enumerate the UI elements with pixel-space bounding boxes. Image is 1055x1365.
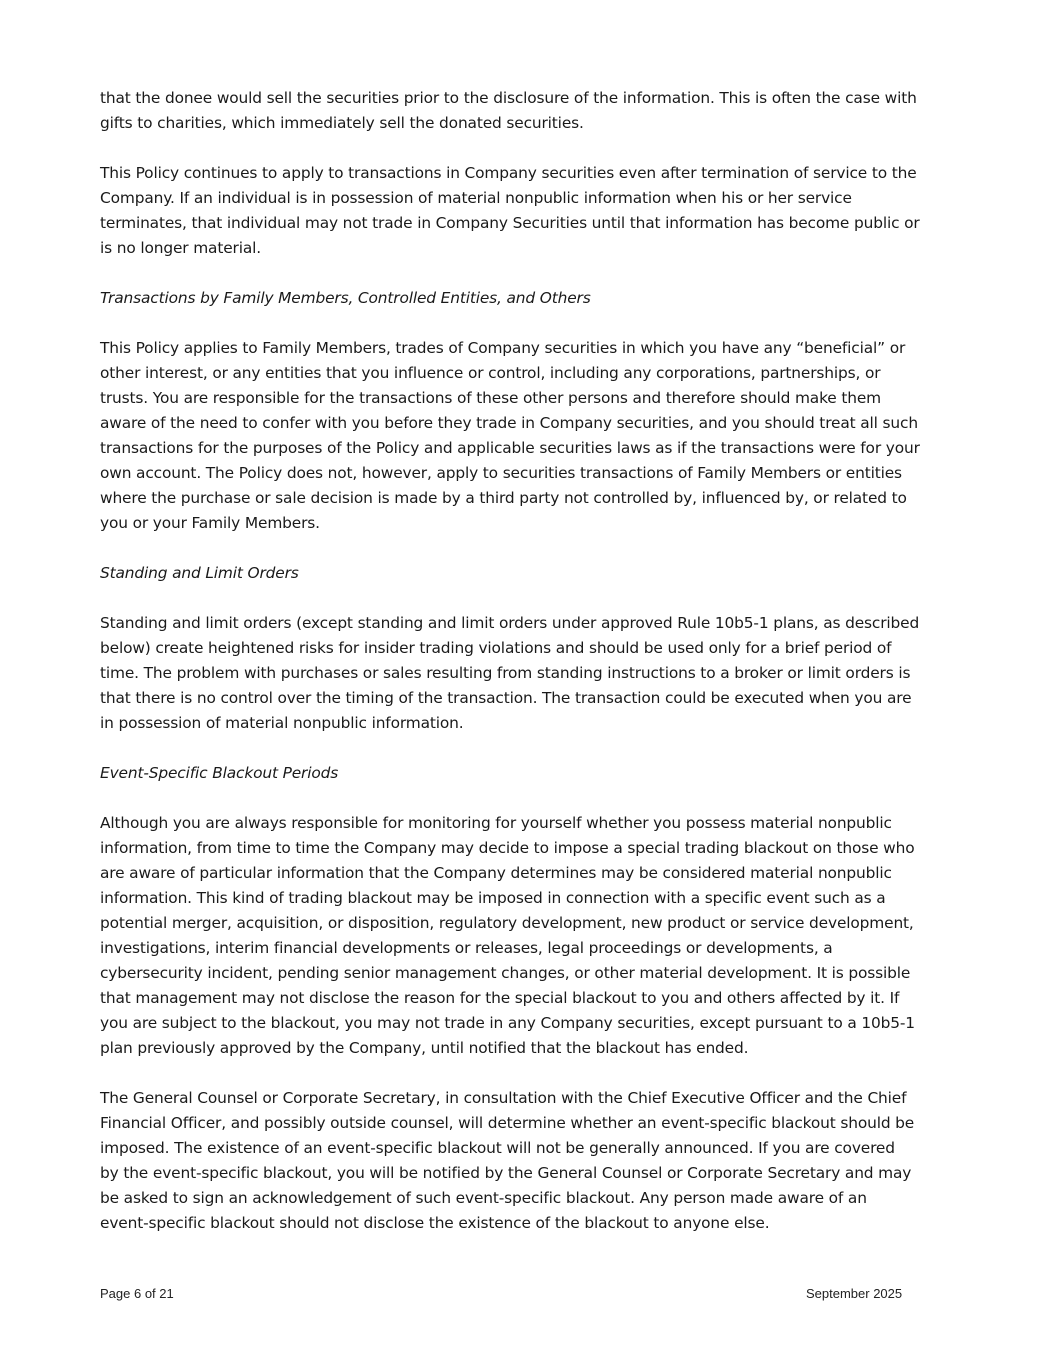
text-line: you are subject to the blackout, you may not trade in any Company securities, except pursuant to a 10b5-1 (100, 1014, 915, 1032)
text-line: own account. The Policy does not, however, apply to securities transactions of Family Members or entities (100, 464, 902, 482)
text-line: terminates, that individual may not trade in Company Securities until that information has become public or (100, 214, 920, 232)
text-line: cybersecurity incident, pending senior management changes, or other material development. It is possible (100, 964, 911, 982)
paragraph (100, 811, 970, 1061)
paragraph (100, 611, 970, 736)
text-line: Standing and Limit Orders (100, 564, 299, 582)
section-heading (100, 561, 970, 586)
text-line: you or your Family Members. (100, 514, 320, 532)
text-line: information, from time to time the Company may decide to impose a special trading blackout on those who (100, 839, 915, 857)
text-line: other interest, or any entities that you influence or control, including any corporations, partnerships, or (100, 364, 881, 382)
text-line: that management may not disclose the reason for the special blackout to you and others affected by it. If (100, 989, 900, 1007)
text-line: below) create heightened risks for insider trading violations and should be used only for a brief period of (100, 639, 892, 657)
text-line: in possession of material nonpublic information. (100, 714, 464, 732)
text-line: are aware of particular information that the Company determines may be considered material nonpublic (100, 864, 892, 882)
text-line: plan previously approved by the Company, until notified that the blackout has ended. (100, 1039, 749, 1057)
text-line: Standing and limit orders (except standing and limit orders under approved Rule 10b5-1 plans, as described (100, 614, 920, 632)
text-line: information. This kind of trading blackout may be imposed in connection with a specific event such as a (100, 889, 886, 907)
text-line: Transactions by Family Members, Controlled Entities, and Others (100, 289, 591, 307)
document-body (100, 86, 970, 1261)
text-line: Financial Officer, and possibly outside counsel, will determine whether an event-specific blackout should be (100, 1114, 915, 1132)
text-line: event-specific blackout should not disclose the existence of the blackout to anyone else. (100, 1214, 770, 1232)
text-line: aware of the need to confer with you before they trade in Company securities, and you should treat all such (100, 414, 918, 432)
text-line: imposed. The existence of an event-specific blackout will not be generally announced. If you are covered (100, 1139, 895, 1157)
text-line: where the purchase or sale decision is made by a third party not controlled by, influenced by, or related to (100, 489, 907, 507)
text-line: that there is no control over the timing of the transaction. The transaction could be executed when you are (100, 689, 912, 707)
paragraph (100, 1086, 970, 1236)
text-line: gifts to charities, which immediately sell the donated securities. (100, 114, 584, 132)
text-line: potential merger, acquisition, or disposition, regulatory development, new product or service development, (100, 914, 914, 932)
text-line: This Policy applies to Family Members, trades of Company securities in which you have any “beneficial” or (100, 339, 906, 357)
text-line: trusts. You are responsible for the transactions of these other persons and therefore should make them (100, 389, 881, 407)
text-line: that the donee would sell the securities prior to the disclosure of the information. This is often the case with (100, 89, 917, 107)
section-heading (100, 286, 970, 311)
text-line: transactions for the purposes of the Policy and applicable securities laws as if the transactions were for your (100, 439, 920, 457)
text-line: The General Counsel or Corporate Secretary, in consultation with the Chief Executive Officer and the Chief (100, 1089, 907, 1107)
paragraph (100, 86, 970, 136)
text-line: is no longer material. (100, 239, 261, 257)
text-line: investigations, interim financial developments or releases, legal proceedings or developments, a (100, 939, 833, 957)
text-line: Company. If an individual is in possession of material nonpublic information when his or her service (100, 189, 852, 207)
text-line: be asked to sign an acknowledgement of such event-specific blackout. Any person made aware of an (100, 1189, 867, 1207)
paragraph (100, 161, 970, 261)
text-line: Although you are always responsible for monitoring for yourself whether you possess material nonpublic (100, 814, 892, 832)
text-line: Event-Specific Blackout Periods (100, 764, 339, 782)
text-line: by the event-specific blackout, you will be notified by the General Counsel or Corporate Secretary and may (100, 1164, 912, 1182)
footer-date: September 2025 (806, 1286, 903, 1301)
text-line: time. The problem with purchases or sales resulting from standing instructions to a broker or limit orders is (100, 664, 911, 682)
section-heading (100, 761, 970, 786)
text-line: This Policy continues to apply to transactions in Company securities even after termination of service to the (100, 164, 917, 182)
page-number: Page 6 of 21 (100, 1286, 174, 1301)
paragraph (100, 336, 970, 536)
